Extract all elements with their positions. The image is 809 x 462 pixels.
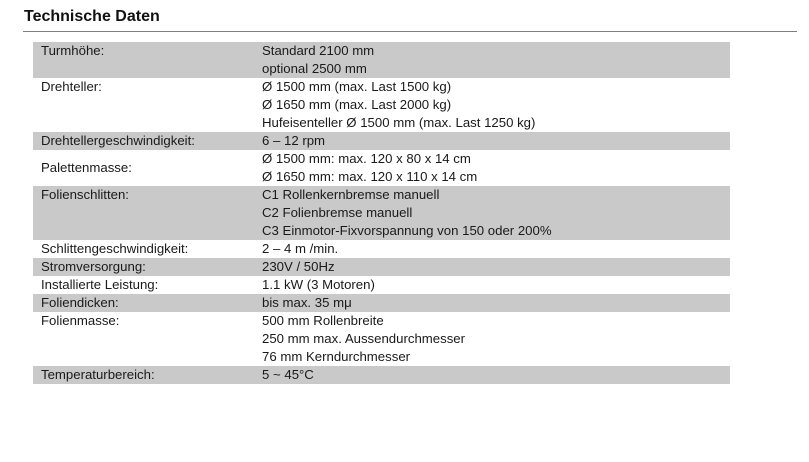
spec-value bbox=[254, 294, 730, 312]
spec-value-line: 76 mm Kerndurchmesser bbox=[262, 349, 411, 364]
spec-label: Turmhöhe: bbox=[33, 42, 254, 78]
spec-label: Installierte Leistung: bbox=[41, 277, 159, 292]
spec-label: Foliendicken: bbox=[33, 294, 254, 312]
spec-row-palettenmasse bbox=[33, 150, 730, 186]
spec-value bbox=[254, 312, 730, 366]
spec-value-line: C1 Rollenkernbremse manuell bbox=[262, 187, 440, 202]
spec-value-line: Ø 1500 mm: max. 120 x 80 x 14 cm bbox=[262, 151, 471, 166]
spec-value bbox=[254, 78, 730, 132]
spec-value bbox=[254, 258, 730, 276]
spec-label: Schlittengeschwindigkeit: bbox=[41, 241, 189, 256]
spec-label: Drehteller: bbox=[41, 79, 102, 94]
spec-row-folienmasse bbox=[33, 312, 730, 366]
spec-value-line: bis max. 35 mμ bbox=[262, 295, 352, 310]
spec-value-line: 230V / 50Hz bbox=[262, 259, 335, 274]
spec-row-turmhoehe bbox=[33, 42, 730, 78]
spec-row-foliendicken bbox=[33, 294, 730, 312]
spec-table bbox=[33, 42, 730, 384]
spec-value-line: Hufeisenteller Ø 1500 mm (max. Last 1250 kg) bbox=[262, 115, 536, 130]
spec-value-line: Ø 1650 mm: max. 120 x 110 x 14 cm bbox=[262, 169, 478, 184]
spec-value bbox=[254, 240, 730, 258]
spec-row-installierte-leistung bbox=[33, 276, 730, 294]
spec-row-drehtellergeschwindigkeit bbox=[33, 132, 730, 150]
section-title: Technische Daten bbox=[24, 8, 160, 25]
spec-label: Temperaturbereich: bbox=[33, 366, 254, 384]
spec-value-line: 2 – 4 m /min. bbox=[262, 241, 339, 256]
spec-value-line: Standard 2100 mm bbox=[262, 43, 375, 58]
spec-row-temperaturbereich bbox=[33, 366, 730, 384]
spec-value-line: C2 Folienbremse manuell bbox=[262, 205, 413, 220]
spec-value bbox=[254, 42, 730, 78]
spec-label: Palettenmasse: bbox=[41, 160, 132, 175]
spec-label: Drehtellergeschwindigkeit: bbox=[33, 132, 254, 150]
spec-value-line: 1.1 kW (3 Motoren) bbox=[262, 277, 375, 292]
spec-value-line: 500 mm Rollenbreite bbox=[262, 313, 384, 328]
spec-value-line: 250 mm max. Aussendurchmesser bbox=[262, 331, 466, 346]
spec-value-line: 6 – 12 rpm bbox=[262, 133, 326, 148]
spec-value bbox=[254, 132, 730, 150]
spec-label: Stromversorgung: bbox=[33, 258, 254, 276]
spec-value bbox=[254, 276, 730, 294]
spec-value-line: C3 Einmotor-Fixvorspannung von 150 oder 200% bbox=[262, 223, 552, 238]
spec-row-stromversorgung bbox=[33, 258, 730, 276]
spec-value bbox=[254, 150, 730, 186]
spec-value-line: Ø 1500 mm (max. Last 1500 kg) bbox=[262, 79, 452, 94]
spec-value-line: 5 ~ 45°C bbox=[262, 367, 314, 382]
title-underline bbox=[23, 31, 797, 32]
spec-value bbox=[254, 186, 730, 240]
spec-row-folienschlitten bbox=[33, 186, 730, 240]
spec-row-drehteller bbox=[33, 78, 730, 132]
spec-value-line: Ø 1650 mm (max. Last 2000 kg) bbox=[262, 97, 452, 112]
spec-label: Folienschlitten: bbox=[33, 186, 254, 240]
spec-label: Folienmasse: bbox=[41, 313, 120, 328]
spec-row-schlittengeschwindigkeit bbox=[33, 240, 730, 258]
spec-value bbox=[254, 366, 730, 384]
spec-value-line: optional 2500 mm bbox=[262, 61, 367, 76]
